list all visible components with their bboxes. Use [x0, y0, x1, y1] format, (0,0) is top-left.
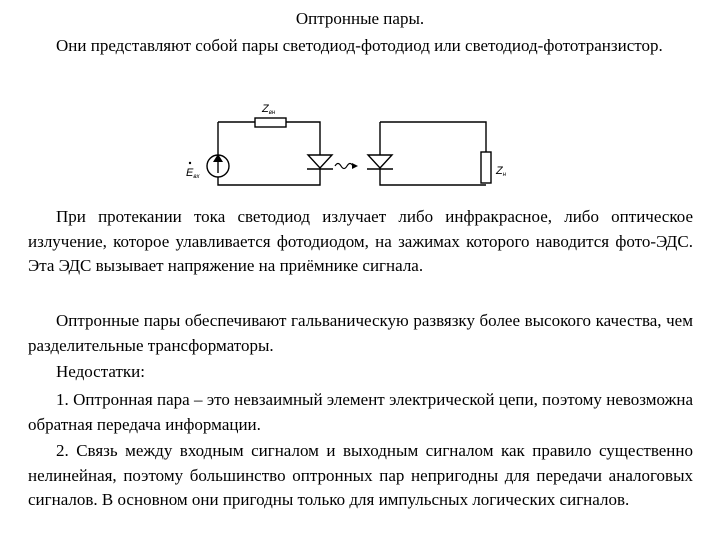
- page-title: Оптронные пары.: [295, 9, 425, 28]
- drawback-item-2: 2. Связь между входным сигналом и выходным сигналом как правило существенно нелинейная, поэтому большинство оптронных пар непригодны для передачи аналоговых сигналов. В основном они пригодны только для импульсных логических сигналов.: [28, 441, 693, 509]
- emission-paragraph: При протекании тока светодиод излучает либо инфракрасное, либо оптическое излучение, которое улавливается фотодиодом, на зажимах которого наводится фото-ЭДС. Эта ЭДС вызывает напряжение на приёмнике сигнала.: [28, 207, 693, 275]
- emf-source-label: Eвх: [186, 167, 200, 180]
- phasor-dot: [189, 162, 191, 164]
- input-impedance-resistor: [255, 118, 286, 127]
- light-wave-arrowhead: [352, 163, 358, 169]
- input-circuit-wire: [218, 122, 320, 185]
- output-circuit-wire: [380, 122, 486, 185]
- load-impedance-label: Zн: [496, 165, 507, 178]
- photodiode-symbol: [367, 155, 393, 169]
- drawbacks-heading: Недостатки:: [56, 362, 145, 381]
- load-impedance-resistor: [481, 152, 491, 183]
- input-impedance-label: Zвн: [262, 103, 276, 116]
- intro-paragraph: Они представляют собой пары светодиод-фотодиод или светодиод-фототранзистор.: [56, 36, 663, 55]
- optocoupler-circuit-diagram: [180, 92, 520, 192]
- led-diode-symbol: [307, 155, 333, 169]
- output-circuit-wire-top: [380, 122, 486, 152]
- light-wave-symbol: [335, 164, 353, 169]
- isolation-paragraph: Оптронные пары обеспечивают гальваническую развязку более высокого качества, чем разделительные трансформаторы.: [28, 311, 693, 355]
- drawback-item-1: 1. Оптронная пара – это невзаимный элемент электрической цепи, поэтому невозможна обратная передача информации.: [28, 390, 693, 434]
